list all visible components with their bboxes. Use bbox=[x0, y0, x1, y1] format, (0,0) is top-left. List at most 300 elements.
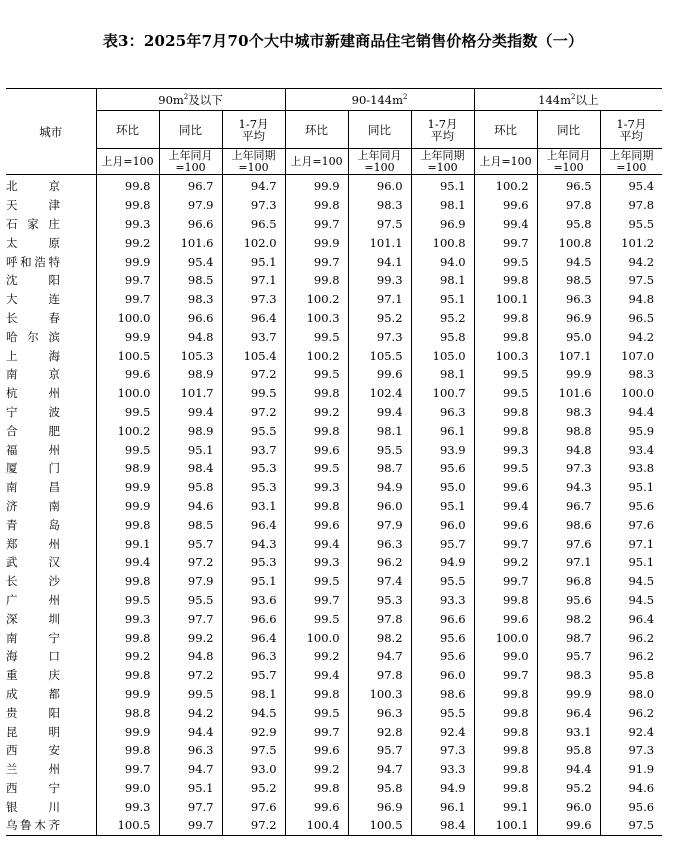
index-value: 99.9 bbox=[285, 233, 348, 252]
index-value: 95.8 bbox=[537, 215, 600, 234]
index-value: 94.6 bbox=[159, 497, 222, 516]
city-name bbox=[6, 421, 96, 440]
index-value: 98.1 bbox=[348, 421, 411, 440]
index-value: 95.1 bbox=[411, 290, 474, 309]
index-value: 96.3 bbox=[159, 741, 222, 760]
index-value: 100.2 bbox=[474, 175, 537, 196]
index-value: 92.4 bbox=[628, 724, 655, 739]
index-value: 99.3 bbox=[96, 609, 159, 628]
index-value: 99.9 bbox=[96, 685, 159, 704]
index-value: 95.6 bbox=[537, 591, 600, 610]
index-value: 98.2 bbox=[348, 628, 411, 647]
index-value: 95.2 bbox=[411, 309, 474, 328]
city-label: 武 汉 bbox=[6, 555, 60, 570]
city-name bbox=[6, 403, 96, 422]
index-value: 95.8 bbox=[348, 779, 411, 798]
city-label: 西 宁 bbox=[6, 780, 60, 795]
index-value: 97.9 bbox=[159, 196, 222, 215]
index-value: 96.0 bbox=[348, 175, 411, 196]
index-value: 99.8 bbox=[96, 628, 159, 647]
city-label: 厦 门 bbox=[6, 461, 60, 476]
index-value: 101.1 bbox=[348, 233, 411, 252]
index-value: 95.1 bbox=[159, 440, 222, 459]
table-row bbox=[6, 534, 662, 553]
index-value: 96.9 bbox=[348, 797, 411, 816]
index-value: 97.5 bbox=[628, 273, 655, 288]
index-value: 95.6 bbox=[628, 498, 655, 513]
index-value: 99.9 bbox=[285, 175, 348, 196]
table-row bbox=[6, 233, 662, 252]
city-name bbox=[6, 534, 96, 553]
index-value: 99.8 bbox=[474, 309, 537, 328]
index-value: 99.3 bbox=[474, 440, 537, 459]
city-name bbox=[6, 233, 96, 252]
index-value: 93.8 bbox=[628, 461, 655, 476]
index-value: 93.1 bbox=[537, 722, 600, 741]
table-row bbox=[6, 327, 662, 346]
group-header: $144m^2$以上 bbox=[474, 89, 662, 111]
index-value: 99.5 bbox=[474, 252, 537, 271]
index-value: 99.6 bbox=[474, 196, 537, 215]
city-name bbox=[6, 497, 96, 516]
city-label: 长 沙 bbox=[6, 574, 60, 589]
index-value: 93.7 bbox=[222, 440, 285, 459]
index-value: 95.1 bbox=[628, 480, 655, 495]
index-value: 95.5 bbox=[159, 591, 222, 610]
index-value: 95.3 bbox=[222, 553, 285, 572]
index-value: 100.2 bbox=[285, 346, 348, 365]
unit-header: 上年同月 =100 bbox=[159, 149, 222, 175]
index-value: 97.2 bbox=[222, 365, 285, 384]
group-header: $90m^2$及以下 bbox=[96, 89, 285, 111]
index-value: 95.1 bbox=[222, 252, 285, 271]
index-value: 97.6 bbox=[222, 797, 285, 816]
city-name bbox=[6, 175, 96, 196]
index-value: 98.3 bbox=[159, 290, 222, 309]
index-value: 97.8 bbox=[537, 196, 600, 215]
index-value: 99.7 bbox=[96, 271, 159, 290]
index-value: 95.3 bbox=[222, 478, 285, 497]
index-value: 99.8 bbox=[285, 497, 348, 516]
index-value: 99.8 bbox=[285, 685, 348, 704]
index-value: 99.2 bbox=[285, 647, 348, 666]
index-value: 99.5 bbox=[474, 365, 537, 384]
index-value: 99.3 bbox=[96, 215, 159, 234]
index-value: 94.9 bbox=[348, 478, 411, 497]
index-value: 99.2 bbox=[96, 233, 159, 252]
table-row bbox=[6, 609, 662, 628]
table-row bbox=[6, 816, 662, 835]
index-value: 94.5 bbox=[222, 703, 285, 722]
index-value: 107.1 bbox=[537, 346, 600, 365]
index-value: 94.2 bbox=[628, 254, 655, 269]
index-value: 99.4 bbox=[348, 403, 411, 422]
index-value: 95.1 bbox=[411, 175, 474, 196]
city-name bbox=[6, 591, 96, 610]
index-value: 101.6 bbox=[159, 233, 222, 252]
index-value: 100.5 bbox=[348, 816, 411, 835]
index-value: 94.9 bbox=[411, 553, 474, 572]
index-value: 99.3 bbox=[285, 478, 348, 497]
index-value: 97.7 bbox=[159, 797, 222, 816]
index-value: 98.1 bbox=[411, 365, 474, 384]
table-row bbox=[6, 309, 662, 328]
unit-header: 上年同月 =100 bbox=[348, 149, 411, 175]
table-row bbox=[6, 741, 662, 760]
index-value: 99.6 bbox=[474, 515, 537, 534]
index-value: 96.6 bbox=[222, 609, 285, 628]
index-value: 99.5 bbox=[285, 365, 348, 384]
index-value: 94.7 bbox=[348, 760, 411, 779]
index-value: 94.9 bbox=[411, 779, 474, 798]
index-value: 99.1 bbox=[96, 534, 159, 553]
index-value: 99.9 bbox=[96, 252, 159, 271]
index-value: 98.2 bbox=[537, 609, 600, 628]
index-value: 96.3 bbox=[411, 403, 474, 422]
index-value: 99.8 bbox=[474, 741, 537, 760]
table-row bbox=[6, 779, 662, 798]
index-value: 94.4 bbox=[628, 404, 655, 419]
unit-header: 上年同期 =100 bbox=[411, 149, 474, 175]
index-value: 99.3 bbox=[285, 553, 348, 572]
index-value: 99.7 bbox=[285, 722, 348, 741]
table-row bbox=[6, 421, 662, 440]
index-value: 99.6 bbox=[474, 478, 537, 497]
index-value: 96.3 bbox=[348, 703, 411, 722]
index-value: 92.4 bbox=[411, 722, 474, 741]
index-value: 97.2 bbox=[222, 403, 285, 422]
city-name bbox=[6, 327, 96, 346]
unit-header: 上月=100 bbox=[285, 149, 348, 175]
index-value: 99.8 bbox=[96, 175, 159, 196]
city-name bbox=[6, 290, 96, 309]
index-value: 99.2 bbox=[474, 553, 537, 572]
index-value: 99.7 bbox=[96, 290, 159, 309]
index-value: 98.9 bbox=[159, 365, 222, 384]
table-row bbox=[6, 515, 662, 534]
index-value: 99.8 bbox=[285, 779, 348, 798]
city-label: 大 连 bbox=[6, 292, 60, 307]
index-value: 99.8 bbox=[474, 271, 537, 290]
city-label: 哈 尔 滨 bbox=[6, 329, 60, 344]
city-label: 青 岛 bbox=[6, 517, 60, 532]
index-value: 99.8 bbox=[285, 271, 348, 290]
index-value: 99.5 bbox=[96, 440, 159, 459]
index-value: 100.5 bbox=[96, 346, 159, 365]
city-label: 上 海 bbox=[6, 348, 60, 363]
group-header: $90-144m^2$ bbox=[285, 89, 474, 111]
city-name bbox=[6, 384, 96, 403]
index-value: 97.2 bbox=[159, 666, 222, 685]
city-name bbox=[6, 215, 96, 234]
index-value: 95.6 bbox=[411, 647, 474, 666]
index-value: 99.6 bbox=[474, 609, 537, 628]
table-row bbox=[6, 403, 662, 422]
city-name bbox=[6, 478, 96, 497]
index-value: 99.8 bbox=[474, 722, 537, 741]
index-value: 99.7 bbox=[96, 760, 159, 779]
index-value: 96.4 bbox=[628, 611, 655, 626]
table-row bbox=[6, 365, 662, 384]
index-value: 96.7 bbox=[537, 497, 600, 516]
index-value: 99.5 bbox=[474, 459, 537, 478]
index-value: 94.8 bbox=[159, 327, 222, 346]
table-row bbox=[6, 497, 662, 516]
index-value: 98.4 bbox=[411, 816, 474, 835]
index-value: 99.8 bbox=[474, 327, 537, 346]
index-value: 94.4 bbox=[537, 760, 600, 779]
index-value: 99.6 bbox=[285, 797, 348, 816]
index-value: 94.4 bbox=[159, 722, 222, 741]
unit-header: 上年同期 =100 bbox=[600, 149, 662, 175]
index-value: 95.7 bbox=[159, 534, 222, 553]
index-value: 95.5 bbox=[411, 572, 474, 591]
index-value: 95.7 bbox=[411, 534, 474, 553]
index-value: 96.0 bbox=[537, 797, 600, 816]
index-value: 96.6 bbox=[411, 609, 474, 628]
index-value: 107.0 bbox=[621, 348, 655, 363]
index-value: 97.4 bbox=[348, 572, 411, 591]
index-value: 99.5 bbox=[474, 384, 537, 403]
index-value: 98.9 bbox=[96, 459, 159, 478]
unit-header: 上月=100 bbox=[96, 149, 159, 175]
index-value: 93.1 bbox=[222, 497, 285, 516]
sub-column-header: 1-7月 平均 bbox=[600, 111, 662, 149]
index-value: 100.8 bbox=[537, 233, 600, 252]
index-value: 99.4 bbox=[474, 215, 537, 234]
index-value: 99.5 bbox=[285, 609, 348, 628]
index-value: 100.3 bbox=[348, 685, 411, 704]
index-value: 97.1 bbox=[628, 536, 655, 551]
index-value: 96.6 bbox=[159, 215, 222, 234]
city-name bbox=[6, 722, 96, 741]
index-value: 94.8 bbox=[159, 647, 222, 666]
index-value: 99.6 bbox=[285, 515, 348, 534]
index-value: 95.4 bbox=[628, 179, 655, 194]
index-value: 102.4 bbox=[348, 384, 411, 403]
index-value: 99.8 bbox=[474, 421, 537, 440]
index-value: 98.5 bbox=[537, 271, 600, 290]
index-value: 95.6 bbox=[411, 628, 474, 647]
table-row bbox=[6, 666, 662, 685]
city-label: 重 庆 bbox=[6, 668, 60, 683]
table-row bbox=[6, 384, 662, 403]
city-label: 乌 鲁 木 齐 bbox=[6, 818, 60, 833]
index-value: 99.4 bbox=[159, 403, 222, 422]
table-row bbox=[6, 797, 662, 816]
index-value: 100.4 bbox=[285, 816, 348, 835]
city-label: 南 宁 bbox=[6, 630, 60, 645]
index-value: 97.6 bbox=[628, 517, 655, 532]
table-row bbox=[6, 760, 662, 779]
city-label: 沈 阳 bbox=[6, 273, 60, 288]
index-value: 97.3 bbox=[411, 741, 474, 760]
unit-header: 上年同月 =100 bbox=[537, 149, 600, 175]
city-name bbox=[6, 741, 96, 760]
table-row bbox=[6, 440, 662, 459]
index-value: 99.2 bbox=[285, 760, 348, 779]
table-row bbox=[6, 722, 662, 741]
index-value: 99.8 bbox=[96, 196, 159, 215]
index-value: 96.4 bbox=[222, 515, 285, 534]
index-value: 100.1 bbox=[474, 816, 537, 835]
index-value: 95.1 bbox=[222, 572, 285, 591]
city-label: 福 州 bbox=[6, 442, 60, 457]
index-value: 91.9 bbox=[628, 762, 655, 777]
index-value: 99.8 bbox=[474, 760, 537, 779]
city-label: 南 昌 bbox=[6, 480, 60, 495]
sub-column-header: 同比 bbox=[537, 111, 600, 149]
index-value: 94.7 bbox=[348, 647, 411, 666]
index-value: 97.9 bbox=[159, 572, 222, 591]
city-label: 银 川 bbox=[6, 799, 60, 814]
city-label: 南 京 bbox=[6, 367, 60, 382]
index-value: 94.8 bbox=[628, 292, 655, 307]
city-name bbox=[6, 797, 96, 816]
city-label: 兰 州 bbox=[6, 762, 60, 777]
index-value: 95.8 bbox=[411, 327, 474, 346]
index-value: 99.0 bbox=[96, 779, 159, 798]
index-value: 98.5 bbox=[159, 515, 222, 534]
index-value: 96.8 bbox=[537, 572, 600, 591]
index-value: 99.7 bbox=[474, 233, 537, 252]
index-value: 99.6 bbox=[96, 365, 159, 384]
index-value: 99.6 bbox=[348, 365, 411, 384]
index-value: 98.0 bbox=[628, 686, 655, 701]
index-value: 99.8 bbox=[96, 666, 159, 685]
sub-column-header: 同比 bbox=[348, 111, 411, 149]
city-name bbox=[6, 779, 96, 798]
unit-header: 上月=100 bbox=[474, 149, 537, 175]
index-value: 96.3 bbox=[348, 534, 411, 553]
index-value: 92.8 bbox=[348, 722, 411, 741]
index-value: 98.1 bbox=[411, 196, 474, 215]
city-column-header: 城市 bbox=[6, 89, 96, 175]
index-value: 94.2 bbox=[628, 329, 655, 344]
table-header bbox=[6, 89, 662, 175]
city-label: 合 肥 bbox=[6, 423, 60, 438]
index-value: 98.8 bbox=[537, 421, 600, 440]
index-value: 99.7 bbox=[285, 215, 348, 234]
index-value: 99.5 bbox=[159, 685, 222, 704]
index-value: 105.5 bbox=[348, 346, 411, 365]
index-value: 98.7 bbox=[537, 628, 600, 647]
index-value: 99.9 bbox=[537, 685, 600, 704]
index-value: 98.3 bbox=[537, 403, 600, 422]
table-row bbox=[6, 459, 662, 478]
city-label: 杭 州 bbox=[6, 386, 60, 401]
table-row bbox=[6, 290, 662, 309]
index-value: 99.7 bbox=[285, 591, 348, 610]
index-value: 97.5 bbox=[600, 816, 662, 835]
index-value: 99.3 bbox=[348, 271, 411, 290]
index-value: 99.5 bbox=[285, 703, 348, 722]
index-value: 99.8 bbox=[285, 421, 348, 440]
index-value: 98.1 bbox=[222, 685, 285, 704]
city-label: 成 都 bbox=[6, 686, 60, 701]
index-value: 94.6 bbox=[628, 780, 655, 795]
index-value: 95.8 bbox=[628, 668, 655, 683]
index-value: 96.6 bbox=[159, 309, 222, 328]
index-value: 99.0 bbox=[474, 647, 537, 666]
index-value: 95.0 bbox=[411, 478, 474, 497]
index-value: 95.1 bbox=[411, 497, 474, 516]
index-value: 94.8 bbox=[537, 440, 600, 459]
price-index-table bbox=[6, 88, 662, 836]
index-value: 98.8 bbox=[96, 703, 159, 722]
index-value: 96.1 bbox=[411, 421, 474, 440]
sub-column-header: 环比 bbox=[285, 111, 348, 149]
index-value: 97.8 bbox=[348, 666, 411, 685]
index-value: 99.8 bbox=[474, 685, 537, 704]
city-label: 北 京 bbox=[6, 179, 60, 194]
index-value: 99.8 bbox=[474, 403, 537, 422]
city-label: 长 春 bbox=[6, 310, 60, 325]
index-value: 100.3 bbox=[474, 346, 537, 365]
index-value: 99.8 bbox=[285, 196, 348, 215]
index-value: 94.3 bbox=[537, 478, 600, 497]
table-row bbox=[6, 271, 662, 290]
index-value: 99.5 bbox=[96, 591, 159, 610]
index-value: 102.0 bbox=[222, 233, 285, 252]
city-label: 石 家 庄 bbox=[6, 216, 60, 231]
table-row bbox=[6, 628, 662, 647]
index-value: 95.5 bbox=[411, 703, 474, 722]
index-value: 99.2 bbox=[96, 647, 159, 666]
city-name bbox=[6, 365, 96, 384]
city-label: 太 原 bbox=[6, 235, 60, 250]
index-value: 94.1 bbox=[348, 252, 411, 271]
city-name bbox=[6, 459, 96, 478]
city-label: 海 口 bbox=[6, 649, 60, 664]
index-value: 94.2 bbox=[159, 703, 222, 722]
index-value: 97.1 bbox=[537, 553, 600, 572]
index-value: 99.8 bbox=[474, 703, 537, 722]
index-value: 96.5 bbox=[537, 175, 600, 196]
index-value: 94.5 bbox=[628, 592, 655, 607]
index-value: 100.3 bbox=[285, 309, 348, 328]
index-value: 99.6 bbox=[537, 816, 600, 835]
index-value: 99.7 bbox=[285, 252, 348, 271]
index-value: 99.8 bbox=[96, 572, 159, 591]
index-value: 93.9 bbox=[411, 440, 474, 459]
index-value: 95.7 bbox=[222, 666, 285, 685]
index-value: 99.9 bbox=[537, 365, 600, 384]
city-label: 贵 阳 bbox=[6, 705, 60, 720]
city-name bbox=[6, 309, 96, 328]
index-value: 95.2 bbox=[537, 779, 600, 798]
index-value: 105.4 bbox=[222, 346, 285, 365]
index-value: 95.4 bbox=[159, 252, 222, 271]
table-row bbox=[6, 685, 662, 704]
index-value: 101.6 bbox=[537, 384, 600, 403]
index-value: 96.3 bbox=[537, 290, 600, 309]
index-value: 99.8 bbox=[96, 515, 159, 534]
index-value: 101.2 bbox=[621, 235, 655, 250]
sub-column-header: 环比 bbox=[96, 111, 159, 149]
index-value: 99.5 bbox=[96, 403, 159, 422]
index-value: 98.4 bbox=[159, 459, 222, 478]
city-name bbox=[6, 685, 96, 704]
index-value: 97.3 bbox=[222, 196, 285, 215]
index-value: 99.6 bbox=[285, 741, 348, 760]
index-value: 99.9 bbox=[96, 497, 159, 516]
city-name bbox=[6, 666, 96, 685]
index-value: 93.7 bbox=[222, 327, 285, 346]
city-name bbox=[6, 515, 96, 534]
index-value: 97.3 bbox=[628, 743, 655, 758]
table-body bbox=[6, 175, 662, 836]
